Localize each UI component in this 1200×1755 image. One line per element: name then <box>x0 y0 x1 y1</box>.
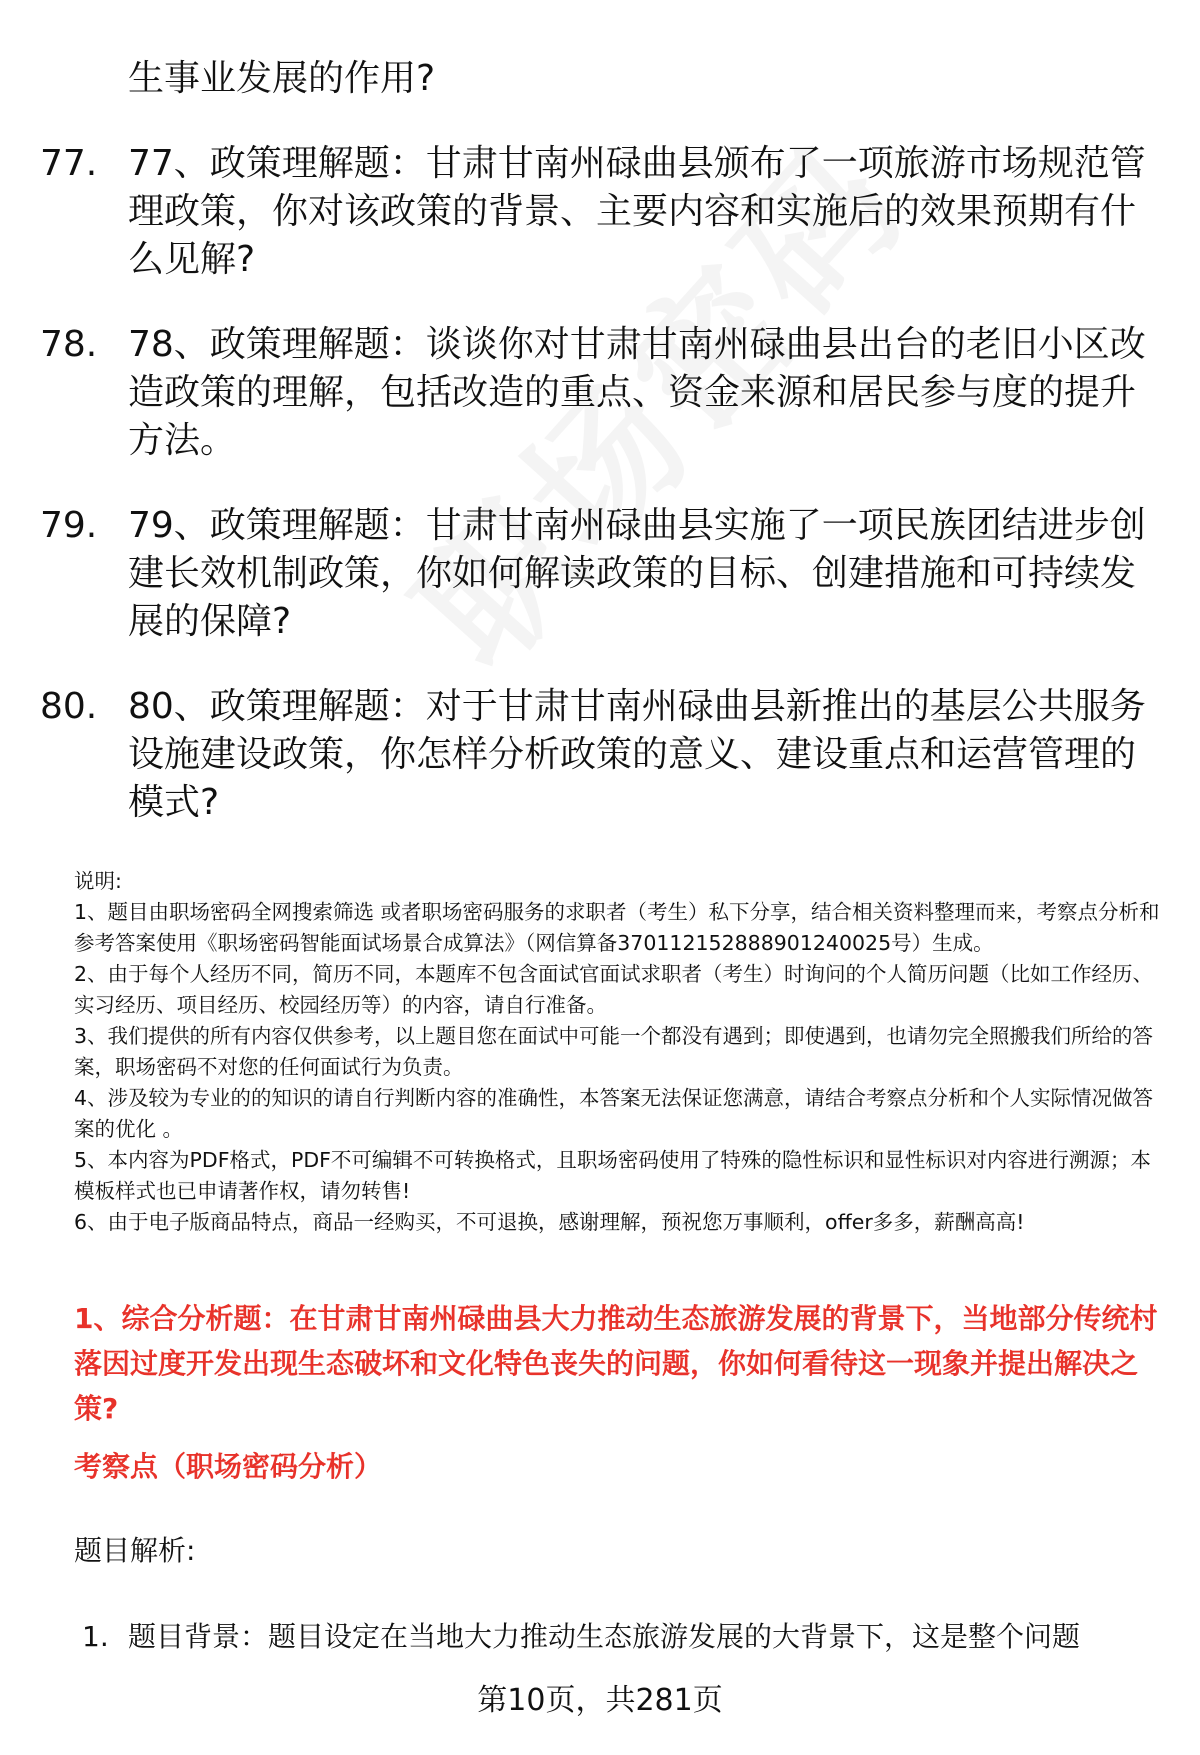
analysis-number: 1. <box>82 1620 109 1653</box>
note-item: 4、涉及较为专业的的知识的请自行判断内容的准确性，本答案无法保证您满意，请结合考察点分析和个人实际情况做答案的优化 。 <box>74 1086 1154 1141</box>
notes-section <box>74 866 1160 1238</box>
note-item: 3、我们提供的所有内容仅供参考，以上题目您在面试中可能一个都没有遇到；即使遇到，也请勿完全照搬我们所给的答案，职场密码不对您的任何面试行为负责。 <box>74 1024 1154 1079</box>
question-text: 79、政策理解题：甘肃甘南州碌曲县实施了一项民族团结进步创建长效机制政策，你如何解读政策的目标、创建措施和可持续发展的保障? <box>128 505 1146 642</box>
question-number: 78. <box>40 324 98 365</box>
page-footer: 第10页，共281页 <box>477 1683 723 1718</box>
analysis-text: 题目背景：题目设定在当地大力推动生态旅游发展的大背景下，这是整个问题 <box>128 1620 1081 1653</box>
note-item: 6、由于电子版商品特点，商品一经购买，不可退换，感谢理解，预祝您万事顺利，offer多多，薪酬高高! <box>74 1210 1025 1234</box>
question-text: 78、政策理解题：谈谈你对甘肃甘南州碌曲县出台的老旧小区改造政策的理解，包括改造的重点、资金来源和居民参与度的提升方法。 <box>128 324 1146 461</box>
section-question-heading: 1、综合分析题：在甘肃甘南州碌曲县大力推动生态旅游发展的背景下，当地部分传统村落因过度开发出现生态破坏和文化特色丧失的问题，你如何看待这一现象并提出解决之策? <box>74 1302 1158 1425</box>
question-item <box>40 683 1160 827</box>
question-number: 80. <box>40 686 98 727</box>
question-item <box>40 321 1160 465</box>
notes-title: 说明: <box>74 869 122 893</box>
question-text: 77、政策理解题：甘肃甘南州碌曲县颁布了一项旅游市场规范管理政策，你对该政策的背景、主要内容和实施后的效果预期有什么见解? <box>128 143 1146 280</box>
analysis-item <box>82 1614 1162 1659</box>
continuation-text: 生事业发展的作用? <box>128 58 436 99</box>
question-number: 79. <box>40 505 98 546</box>
question-number: 77. <box>40 143 98 184</box>
question-list <box>40 140 1160 864</box>
note-item: 1、题目由职场密码全网搜索筛选 或者职场密码服务的求职者（考生）私下分享，结合相关资料整理而来，考察点分析和参考答案使用《职场密码智能面试场景合成算法》（网信算备370112152888901240025号）生成。 <box>74 900 1160 955</box>
question-item <box>40 140 1160 284</box>
analysis-list <box>82 1614 1162 1659</box>
question-text: 80、政策理解题：对于甘肃甘南州碌曲县新推出的基层公共服务设施建设政策，你怎样分析政策的意义、建设重点和运营管理的模式? <box>128 686 1146 823</box>
note-item: 5、本内容为PDF格式，PDF不可编辑不可转换格式，且职场密码使用了特殊的隐性标识和显性标识对内容进行溯源；本模板样式也已申请著作权，请勿转售! <box>74 1148 1151 1203</box>
question-item <box>40 502 1160 646</box>
kaochadian-heading: 考察点（职场密码分析） <box>74 1450 383 1483</box>
analysis-label: 题目解析: <box>74 1534 196 1567</box>
note-item: 2、由于每个人经历不同，简历不同，本题库不包含面试官面试求职者（考生）时询问的个人简历问题（比如工作经历、实习经历、项目经历、校园经历等）的内容，请自行准备。 <box>74 962 1154 1017</box>
